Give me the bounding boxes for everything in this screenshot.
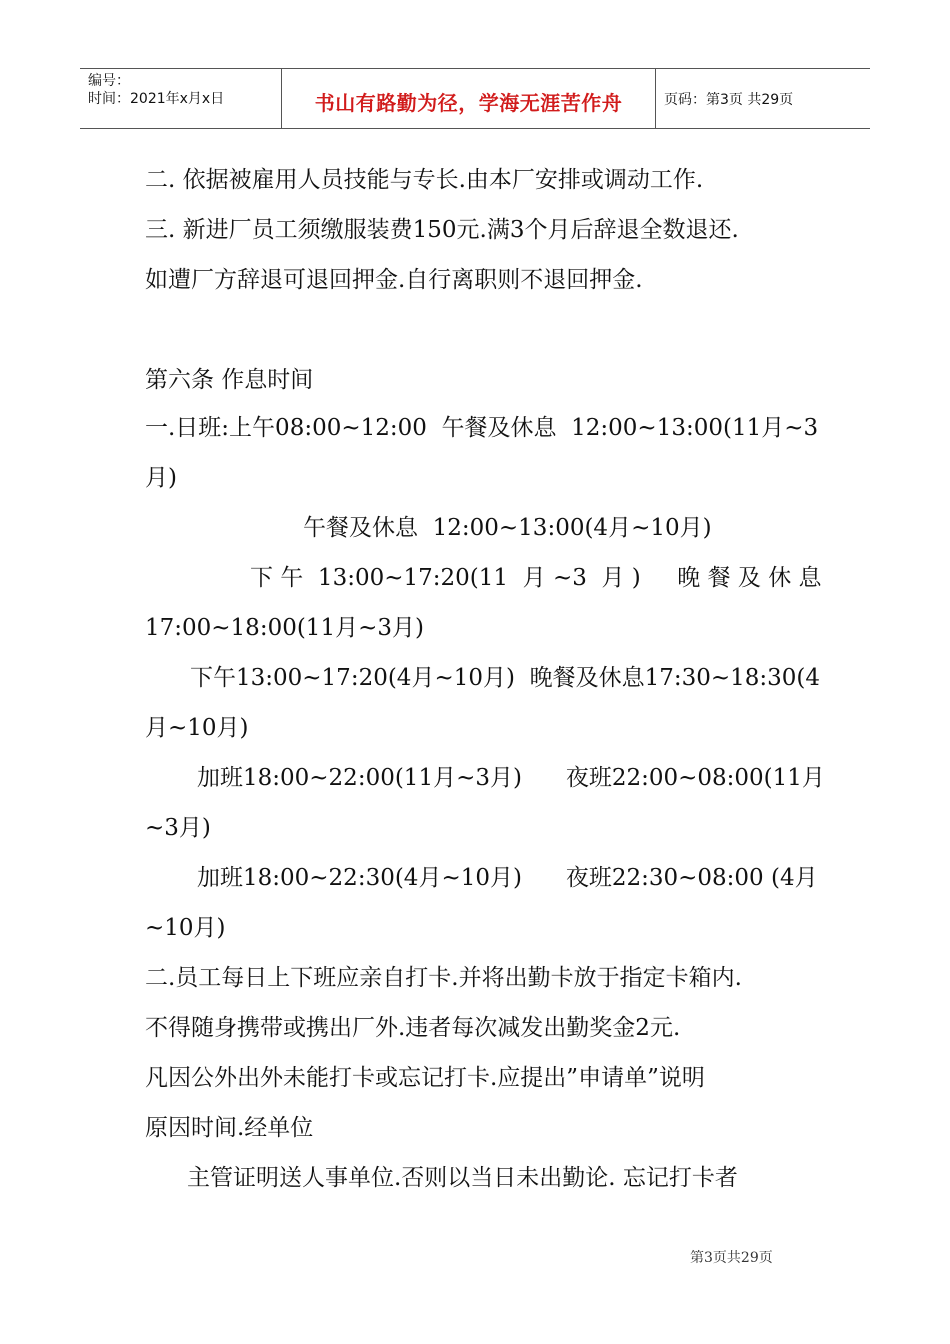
- body-line: ~3月): [145, 815, 211, 841]
- body-line: 月): [145, 465, 177, 491]
- header-time-label: 时间：2021年x月x日: [88, 91, 225, 107]
- body-line: 17:00~18:00(11月~3月): [145, 615, 424, 641]
- header-motto: 书山有路勤为径，学海无涯苦作舟: [314, 91, 623, 115]
- body-line: 午餐及休息 12:00~13:00(4月~10月): [303, 515, 712, 541]
- body-line: 如遭厂方辞退可退回押金.自行离职则不退回押金.: [145, 267, 643, 293]
- body-line: 三. 新进厂员工须缴服装费150元.满3个月后辞退全数退还.: [145, 217, 739, 243]
- header-page-label: 页码：第3页 共29页: [664, 92, 794, 108]
- body-line: ~10月): [145, 915, 226, 941]
- body-line: 主管证明送人事单位.否则以当日未出勤论. 忘记打卡者: [187, 1165, 738, 1191]
- header-bottom-rule: [80, 128, 870, 129]
- section-heading: 第六条 作息时间: [145, 367, 314, 393]
- body-line: 不得随身携带或携出厂外.违者每次减发出勤奖金2元.: [145, 1015, 681, 1041]
- header-top-rule: [80, 68, 870, 69]
- body-line: 下 午 13:00~17:20(11 月 ~3 月 ) 晚 餐 及 休 息: [250, 565, 822, 591]
- body-line: 一.日班:上午08:00~12:00 午餐及休息 12:00~13:00(11月~3: [145, 415, 819, 441]
- body-line: 加班18:00~22:30(4月~10月) 夜班22:30~08:00 (4月: [197, 865, 818, 891]
- body-line: 原因时间.经单位: [145, 1115, 314, 1141]
- body-line: 月~10月): [145, 715, 249, 741]
- footer-page-number: 第3页共29页: [690, 1250, 773, 1266]
- body-line: 二. 依据被雇用人员技能与专长.由本厂安排或调动工作.: [145, 167, 704, 193]
- body-line: 加班18:00~22:00(11月~3月) 夜班22:00~08:00(11月: [197, 765, 825, 791]
- body-line: 下午13:00~17:20(4月~10月) 晚餐及休息17:30~18:30(4: [190, 665, 821, 691]
- body-line: 凡因公外出外未能打卡或忘记打卡.应提出”申请单”说明: [145, 1065, 705, 1091]
- header-meta: [88, 72, 224, 108]
- body-line: 二.员工每日上下班应亲自打卡.并将出勤卡放于指定卡箱内.: [145, 965, 742, 991]
- header-divider-right: [655, 68, 656, 129]
- header-number-label: 编号：: [88, 73, 130, 89]
